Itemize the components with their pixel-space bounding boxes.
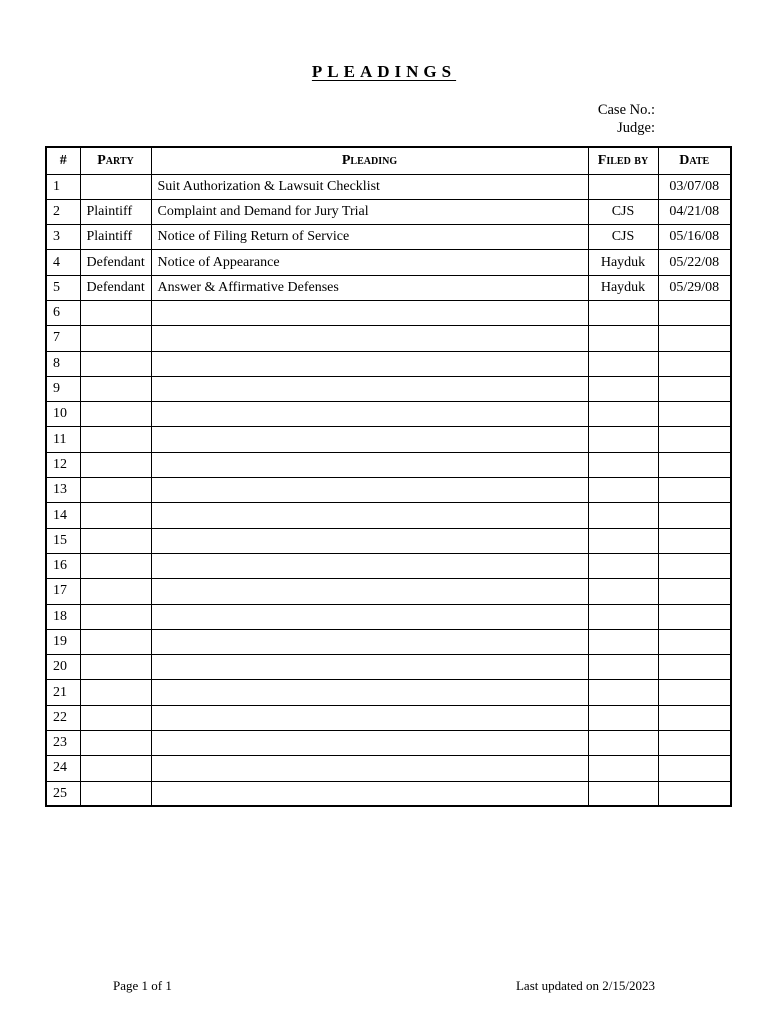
table-row [46,680,731,705]
cell-party [80,705,151,730]
table-header-row [46,147,731,174]
cell-date [658,756,731,781]
cell-num: 24 [46,756,80,781]
cell-pleading: Suit Authorization & Lawsuit Checklist [151,174,588,199]
cell-date [658,731,731,756]
table-row [46,275,731,300]
cell-party [80,680,151,705]
table-row [46,655,731,680]
cell-pleading [151,655,588,680]
cell-filed-by [588,326,658,351]
cell-date: 03/07/08 [658,174,731,199]
cell-pleading [151,553,588,578]
cell-num: 14 [46,503,80,528]
cell-date [658,326,731,351]
cell-filed-by [588,427,658,452]
cell-num: 23 [46,731,80,756]
cell-pleading: Complaint and Demand for Jury Trial [151,199,588,224]
table-row [46,579,731,604]
cell-filed-by: Hayduk [588,250,658,275]
cell-filed-by [588,629,658,654]
cell-date [658,781,731,806]
table-row [46,174,731,199]
cell-pleading: Notice of Appearance [151,250,588,275]
cell-pleading [151,503,588,528]
table-row [46,629,731,654]
cell-filed-by: CJS [588,199,658,224]
cell-date: 04/21/08 [658,199,731,224]
cell-num: 5 [46,275,80,300]
cell-filed-by [588,579,658,604]
cell-num: 15 [46,528,80,553]
cell-party [80,731,151,756]
header-pleading: Pleading [151,147,588,174]
document-title-text: PLEADINGS [311,62,457,81]
table-row [46,528,731,553]
cell-num: 16 [46,553,80,578]
cell-party [80,300,151,325]
cell-party [80,326,151,351]
cell-filed-by [588,478,658,503]
cell-date [658,604,731,629]
table-row [46,199,731,224]
cell-filed-by [588,655,658,680]
cell-filed-by [588,300,658,325]
header-party: Party [80,147,151,174]
cell-pleading [151,781,588,806]
cell-party [80,402,151,427]
cell-pleading [151,604,588,629]
table-row [46,402,731,427]
cell-date [658,402,731,427]
cell-date: 05/22/08 [658,250,731,275]
pleadings-table [45,146,732,807]
cell-date [658,427,731,452]
cell-party [80,629,151,654]
table-row [46,250,731,275]
cell-date [658,579,731,604]
cell-date [658,705,731,730]
cell-num: 21 [46,680,80,705]
cell-num: 20 [46,655,80,680]
cell-party [80,528,151,553]
cell-filed-by [588,402,658,427]
cell-party [80,427,151,452]
cell-party [80,452,151,477]
cell-party: Plaintiff [80,225,151,250]
table-row [46,781,731,806]
table-row [46,756,731,781]
cell-party [80,553,151,578]
cell-date [658,629,731,654]
cell-party: Defendant [80,275,151,300]
cell-pleading [151,300,588,325]
cell-num: 10 [46,402,80,427]
table-row [46,351,731,376]
cell-party [80,756,151,781]
cell-pleading [151,326,588,351]
cell-date [658,680,731,705]
cell-party [80,604,151,629]
cell-filed-by [588,503,658,528]
cell-filed-by [588,553,658,578]
last-updated: Last updated on 2/15/2023 [515,978,655,993]
cell-party [80,781,151,806]
cell-filed-by [588,604,658,629]
table-body [46,174,731,806]
cell-date [658,655,731,680]
cell-num: 2 [46,199,80,224]
cell-pleading [151,528,588,553]
table-row [46,376,731,401]
cell-party [80,174,151,199]
table-row [46,427,731,452]
cell-filed-by: CJS [588,225,658,250]
cell-num: 1 [46,174,80,199]
case-info [598,101,655,137]
cell-filed-by [588,351,658,376]
cell-party [80,503,151,528]
table-row [46,300,731,325]
cell-num: 22 [46,705,80,730]
table-row [46,705,731,730]
cell-num: 4 [46,250,80,275]
table-row [46,326,731,351]
cell-pleading [151,452,588,477]
cell-pleading: Answer & Affirmative Defenses [151,275,588,300]
cell-num: 7 [46,326,80,351]
cell-party: Plaintiff [80,199,151,224]
cell-filed-by [588,756,658,781]
cell-party: Defendant [80,250,151,275]
cell-num: 12 [46,452,80,477]
cell-pleading [151,756,588,781]
cell-filed-by [588,174,658,199]
cell-num: 8 [46,351,80,376]
page-number: Page 1 of 1 [113,978,172,993]
cell-date [658,478,731,503]
cell-num: 25 [46,781,80,806]
case-no-label: Case No.: [597,102,655,118]
cell-num: 3 [46,225,80,250]
cell-date [658,351,731,376]
cell-pleading: Notice of Filing Return of Service [151,225,588,250]
cell-pleading [151,731,588,756]
cell-date [658,300,731,325]
cell-filed-by [588,452,658,477]
cell-date: 05/29/08 [658,275,731,300]
cell-num: 11 [46,427,80,452]
cell-pleading [151,629,588,654]
cell-num: 13 [46,478,80,503]
cell-pleading [151,478,588,503]
cell-filed-by [588,731,658,756]
cell-pleading [151,579,588,604]
cell-date [658,528,731,553]
cell-pleading [151,680,588,705]
header-num: # [46,147,80,174]
cell-filed-by [588,680,658,705]
cell-pleading [151,402,588,427]
judge-label: Judge: [617,120,655,136]
cell-date [658,376,731,401]
table-row [46,503,731,528]
cell-filed-by [588,705,658,730]
cell-filed-by [588,376,658,401]
cell-filed-by: Hayduk [588,275,658,300]
header-date: Date [658,147,731,174]
cell-num: 17 [46,579,80,604]
cell-date [658,553,731,578]
cell-party [80,655,151,680]
document-title [0,62,768,82]
table-row [46,731,731,756]
header-filed-by: Filed by [588,147,658,174]
table-row [46,452,731,477]
cell-date [658,452,731,477]
cell-num: 6 [46,300,80,325]
table-row [46,478,731,503]
cell-pleading [151,427,588,452]
cell-party [80,376,151,401]
cell-pleading [151,351,588,376]
cell-pleading [151,376,588,401]
cell-filed-by [588,781,658,806]
cell-num: 9 [46,376,80,401]
cell-num: 19 [46,629,80,654]
table-row [46,604,731,629]
cell-party [80,478,151,503]
cell-num: 18 [46,604,80,629]
cell-filed-by [588,528,658,553]
table-row [46,553,731,578]
cell-party [80,579,151,604]
cell-pleading [151,705,588,730]
table-row [46,225,731,250]
cell-date: 05/16/08 [658,225,731,250]
cell-date [658,503,731,528]
cell-party [80,351,151,376]
